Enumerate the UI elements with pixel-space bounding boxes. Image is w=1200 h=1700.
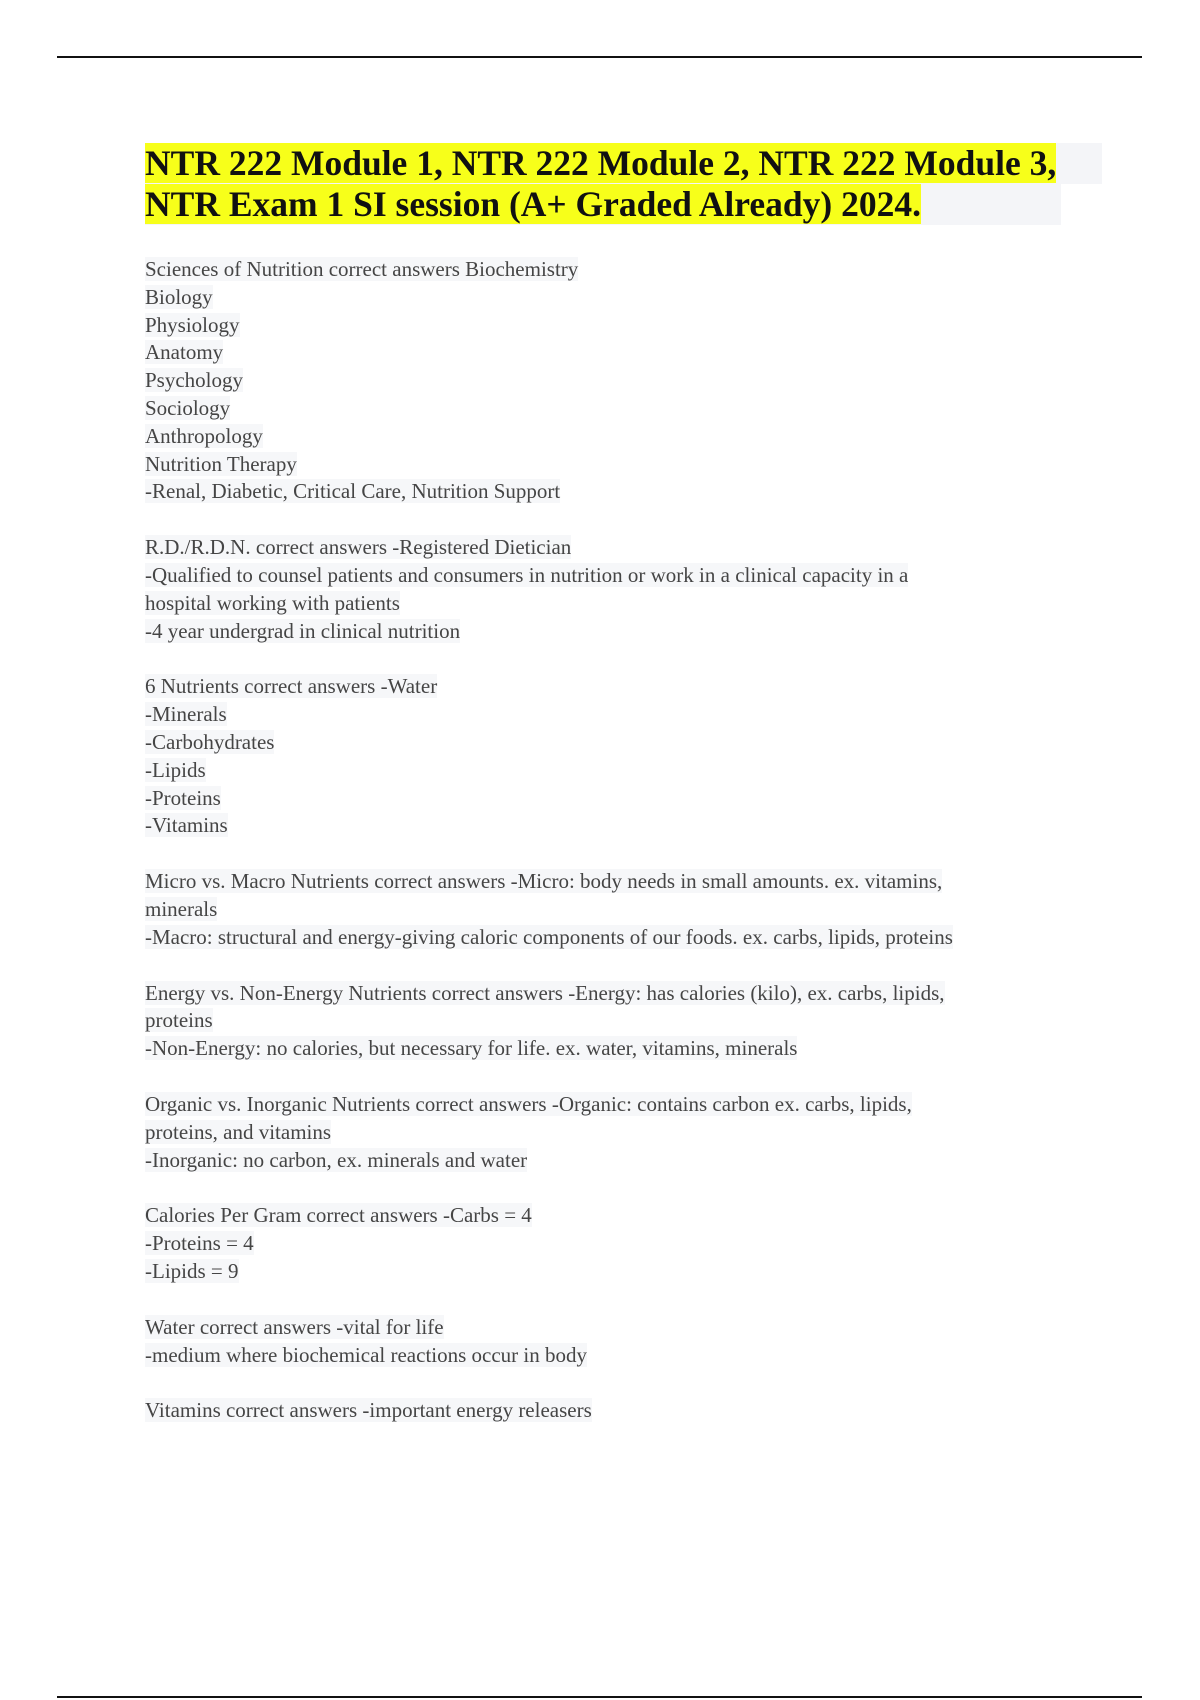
flashcard-entry [145,1314,1090,1370]
entry-answer-line [145,757,1090,785]
title-line-1: NTR 222 Module 1, NTR 222 Module 2, NTR 222 Module 3, [145,143,1057,183]
entry-term-line [145,1314,1090,1342]
entry-text: Anthropology [145,423,263,448]
entry-text: proteins [145,1008,213,1033]
entry-text: Organic vs. Inorganic Nutrients correct answers -Organic: contains carbon ex. carbs, lipids, [145,1091,912,1116]
entry-term-line [145,673,1090,701]
top-rule [57,56,1142,58]
flashcard-entry [145,673,1090,840]
title-line-1-wrap [145,143,1102,184]
entry-answer-line [145,812,1090,840]
entry-answer-line [145,590,1090,618]
entry-text: Energy vs. Non-Energy Nutrients correct answers -Energy: has calories (kilo), ex. carbs, lipids, [145,980,945,1005]
entry-answer-line [145,395,1090,423]
entry-answer-line [145,701,1090,729]
entry-answer-line [145,924,1090,952]
entry-answer-line [145,618,1090,646]
entry-answer-line [145,896,1090,924]
entry-text: Micro vs. Macro Nutrients correct answers -Micro: body needs in small amounts. ex. vitamins, [145,869,943,894]
entry-text: proteins, and vitamins [145,1119,332,1144]
flashcard-entry [145,868,1090,951]
entry-answer-line [145,339,1090,367]
document-body [145,143,1090,1453]
entry-text: -Qualified to counsel patients and consumers in nutrition or work in a clinical capacity in a [145,562,909,587]
flashcard-entry [145,1202,1090,1285]
flashcard-entry [145,980,1090,1063]
entry-text: Sociology [145,395,231,420]
entry-term-line [145,868,1090,896]
flashcard-entry [145,256,1090,506]
entry-text: -Lipids [145,757,206,782]
entry-answer-line [145,1035,1090,1063]
entry-answer-line [145,478,1090,506]
entry-text: -Renal, Diabetic, Critical Care, Nutrition Support [145,479,561,504]
entry-text: Psychology [145,368,244,393]
entry-text: -Macro: structural and energy-giving caloric components of our foods. ex. carbs, lipids, proteins [145,924,953,949]
entry-answer-line [145,1007,1090,1035]
entry-text: -Carbohydrates [145,729,275,754]
entry-answer-line [145,1258,1090,1286]
entry-answer-line [145,312,1090,340]
entry-text: Physiology [145,312,240,337]
entry-term-line [145,1202,1090,1230]
flashcard-entry [145,534,1090,645]
entry-text: R.D./R.D.N. correct answers -Registered Dietician [145,535,572,560]
entry-text: Biology [145,284,213,309]
document-title [145,143,1090,225]
bottom-rule [57,1696,1142,1698]
title-line-2: NTR Exam 1 SI session (A+ Graded Already) 2024. [145,184,921,224]
entry-text: hospital working with patients [145,590,400,615]
entry-text: -4 year undergrad in clinical nutrition [145,618,461,643]
entry-text: Water correct answers -vital for life [145,1314,444,1339]
entry-text: -Minerals [145,702,227,727]
entry-text: Calories Per Gram correct answers -Carbs = 4 [145,1203,532,1228]
entry-text: -Proteins = 4 [145,1231,254,1256]
entry-answer-line [145,284,1090,312]
flashcard-entries [145,256,1090,1425]
entry-term-line [145,534,1090,562]
entry-answer-line [145,1147,1090,1175]
entry-term-line [145,1091,1090,1119]
entry-term-line [145,980,1090,1008]
entry-term-line [145,256,1090,284]
entry-answer-line [145,1230,1090,1258]
entry-text: Sciences of Nutrition correct answers Biochemistry [145,257,579,281]
entry-answer-line [145,1119,1090,1147]
entry-answer-line [145,367,1090,395]
entry-text: Anatomy [145,340,224,365]
entry-text: -Inorganic: no carbon, ex. minerals and water [145,1147,528,1172]
entry-text: -Proteins [145,785,221,810]
entry-text: -Non-Energy: no calories, but necessary for life. ex. water, vitamins, minerals [145,1036,798,1061]
flashcard-entry [145,1397,1090,1425]
entry-term-line [145,1397,1090,1425]
entry-answer-line [145,451,1090,479]
entry-answer-line [145,729,1090,757]
entry-text: -Lipids = 9 [145,1258,239,1283]
entry-answer-line [145,1342,1090,1370]
entry-answer-line [145,785,1090,813]
entry-text: Vitamins correct answers -important energy releasers [145,1398,592,1423]
entry-text: 6 Nutrients correct answers -Water [145,674,438,699]
entry-text: -Vitamins [145,813,228,838]
entry-text: -medium where biochemical reactions occur in body [145,1342,588,1367]
flashcard-entry [145,1091,1090,1174]
entry-text: minerals [145,896,218,921]
entry-answer-line [145,423,1090,451]
title-line-2-wrap [145,184,1061,225]
entry-answer-line [145,562,1090,590]
entry-text: Nutrition Therapy [145,451,297,476]
